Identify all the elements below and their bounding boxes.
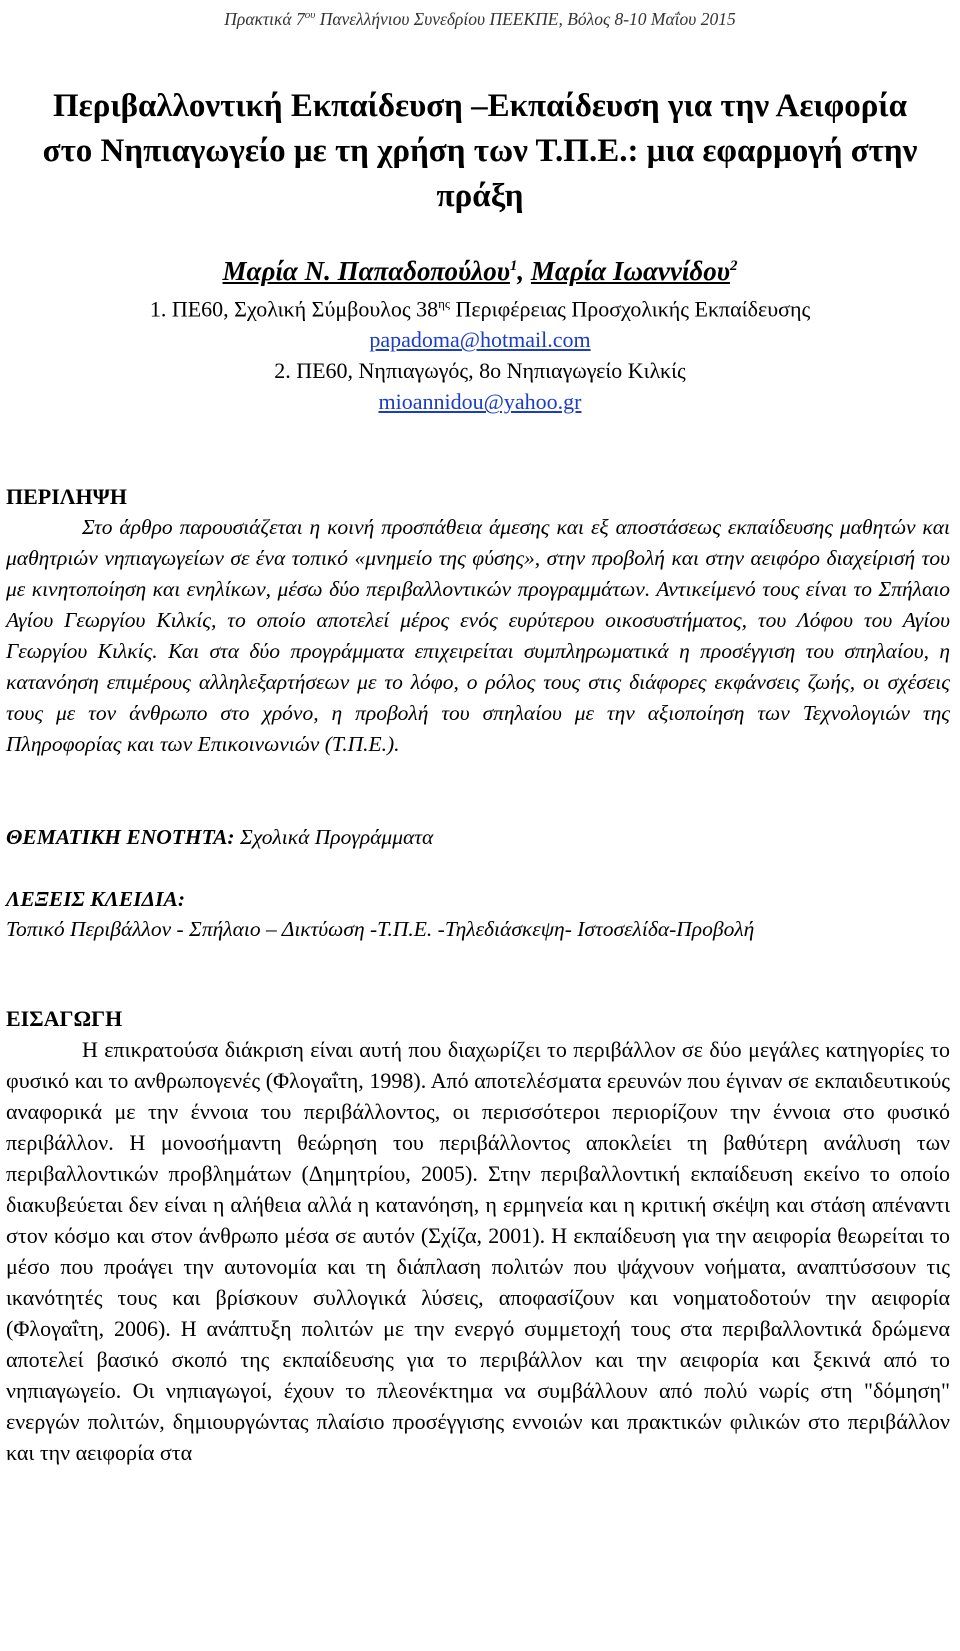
paper-title: Περιβαλλοντική Εκπαίδευση –Εκπαίδευση για την Αειφορία στο Νηπιαγωγείο με τη χρήση των Τ.Π.Ε.: μια εφαρμογή στην πράξη: [42, 88, 918, 214]
affiliation-1-superscript: ης: [438, 296, 451, 311]
keywords-text: Τοπικό Περιβάλλον - Σπήλαιο – Δικτύωση -Τ.Π.Ε. -Τηλεδιάσκεψη- Ιστοσελίδα-Προβολή: [6, 917, 755, 942]
affiliation-2: 2. ΠΕ60, Νηπιαγωγός, 8ο Νηπιαγωγείο Κιλκίς: [274, 358, 686, 384]
affiliation-1-email-link[interactable]: papadoma@hotmail.com: [369, 327, 591, 353]
abstract-heading: ΠΕΡΙΛΗΨΗ: [6, 484, 127, 510]
affiliation-1-suffix: Περιφέρειας Προσχολικής Εκπαίδευσης: [450, 296, 811, 322]
introduction-text: Η επικρατούσα διάκριση είναι αυτή που διαχωρίζει το περιβάλλον σε δύο μεγάλες κατηγορίες το φυσικό και το ανθρωπογενές (Φλογαΐτη, 1998). Από αποτελέσματα ερευνών που έγιναν σε εκπαιδευτικούς αναφορικά με την έννοια του περιβάλλοντος, οι περισσότεροι περιορίζουν την έννοια στο φυσικό περιβάλλον. Η μονοσήμαντη θεώρηση του περιβάλλοντος αποκλείει τη βαθύτερη ανάλυση των περιβαλλοντικών προβλημάτων (Δημητρίου, 2005). Στην περιβαλλοντική εκπαίδευση εκείνο το οποίο διακυβεύεται δεν είναι η αλήθεια αλλά η κατανόηση, η ερμηνεία και η κριτική σκέψη και στάση απέναντι στον κόσμο και στον άνθρωπο μέσα σε αυτόν (Σχίζα, 2001). Η εκπαίδευση για την αειφορία θεωρείται το μέσο που προάγει την αυτονομία και τη διάπλαση πολιτών που ψάχνουν νοήματα, αναπτύσσουν τις ικανότητές τους και βρίσκουν συλλογικά λύσεις, αποφασίζουν και νοηματοδοτούν την αειφορία (Φλογαΐτη, 2006). Η ανάπτυξη πολιτών με την ενεργό συμμετοχή τους στα περιβαλλοντικά δρώμενα αποτελεί βασικό σκοπό της εκπαίδευσης για το περιβάλλον και την αειφορία και ξεκινά από το νηπιαγωγείο. Οι νηπιαγωγοί, έχουν το πλεονέκτημα να συμβάλλουν από πολύ νωρίς στη "δόμηση" ενεργών πολιτών, δημιουργώντας πλαίσιο προσέγγισης εννοιών και πρακτικών φιλικών στο περιβάλλον και την αειφορία στα: [6, 1037, 950, 1466]
running-header-superscript: ου: [304, 9, 316, 21]
running-header-prefix: Πρακτικά 7: [224, 8, 305, 29]
thematic-unit-label: ΘΕΜΑΤΙΚΗ ΕΝΟΤΗΤΑ:: [6, 825, 235, 850]
affiliation-1-prefix: 1. ΠΕ60, Σχολική Σύμβουλος 38: [149, 296, 439, 322]
author-separator: ,: [517, 256, 531, 286]
running-header-suffix: Πανελλήνιου Συνεδρίου ΠΕΕΚΠΕ, Βόλος 8-10 Μαΐου 2015: [315, 8, 736, 29]
introduction-heading: ΕΙΣΑΓΩΓΗ: [6, 1006, 123, 1032]
author-2: Μαρία Ιωαννίδου: [530, 256, 730, 286]
affiliation-2-email-link[interactable]: mioannidou@yahoo.gr: [378, 389, 582, 415]
author-line: [6, 249, 954, 288]
author-2-affiliation-mark: 2: [729, 258, 738, 274]
author-1: Μαρία Ν. Παπαδοπούλου: [222, 256, 510, 286]
running-header: [6, 0, 954, 30]
author-1-affiliation-mark: 1: [509, 258, 518, 274]
thematic-unit-value: Σχολικά Προγράμματα: [234, 825, 434, 850]
thematic-unit: [6, 822, 954, 852]
abstract-text: Στο άρθρο παρουσιάζεται η κοινή προσπάθεια άμεσης και εξ αποστάσεως εκπαίδευσης μαθητών και μαθητριών νηπιαγωγείων σε ένα τοπικό «μνημείο της φύσης», στην προβολή και στην αειφόρο διαχείρισή του με κινητοποίηση και ενηλίκων, μέσω δύο περιβαλλοντικών προγραμμάτων. Αντικείμενό τους είναι το Σπήλαιο Αγίου Γεωργίου Κιλκίς, το οποίο αποτελεί μέρος ενός ευρύτερου οικοσυστήματος, του Λόφου του Αγίου Γεωργίου Κιλκίς. Και στα δύο προγράμματα επιχειρείται συμπληρωματικά η προσέγγιση του σπηλαίου, η κατανόηση επιμέρους αλληλεξαρτήσεων με το λόφο, ο ρόλος τους στις διάφορες εκφάνσεις ζωής, οι σχέσεις τους με τον άνθρωπο στο χρόνο, η προβολή του σπηλαίου με την αξιοποίηση των Τεχνολογιών της Πληροφορίας και των Επικοινωνιών (Τ.Π.Ε.).: [6, 515, 950, 757]
affiliation-1: [6, 288, 954, 324]
keywords-heading: ΛΕΞΕΙΣ ΚΛΕΙΔΙΑ:: [6, 887, 185, 912]
